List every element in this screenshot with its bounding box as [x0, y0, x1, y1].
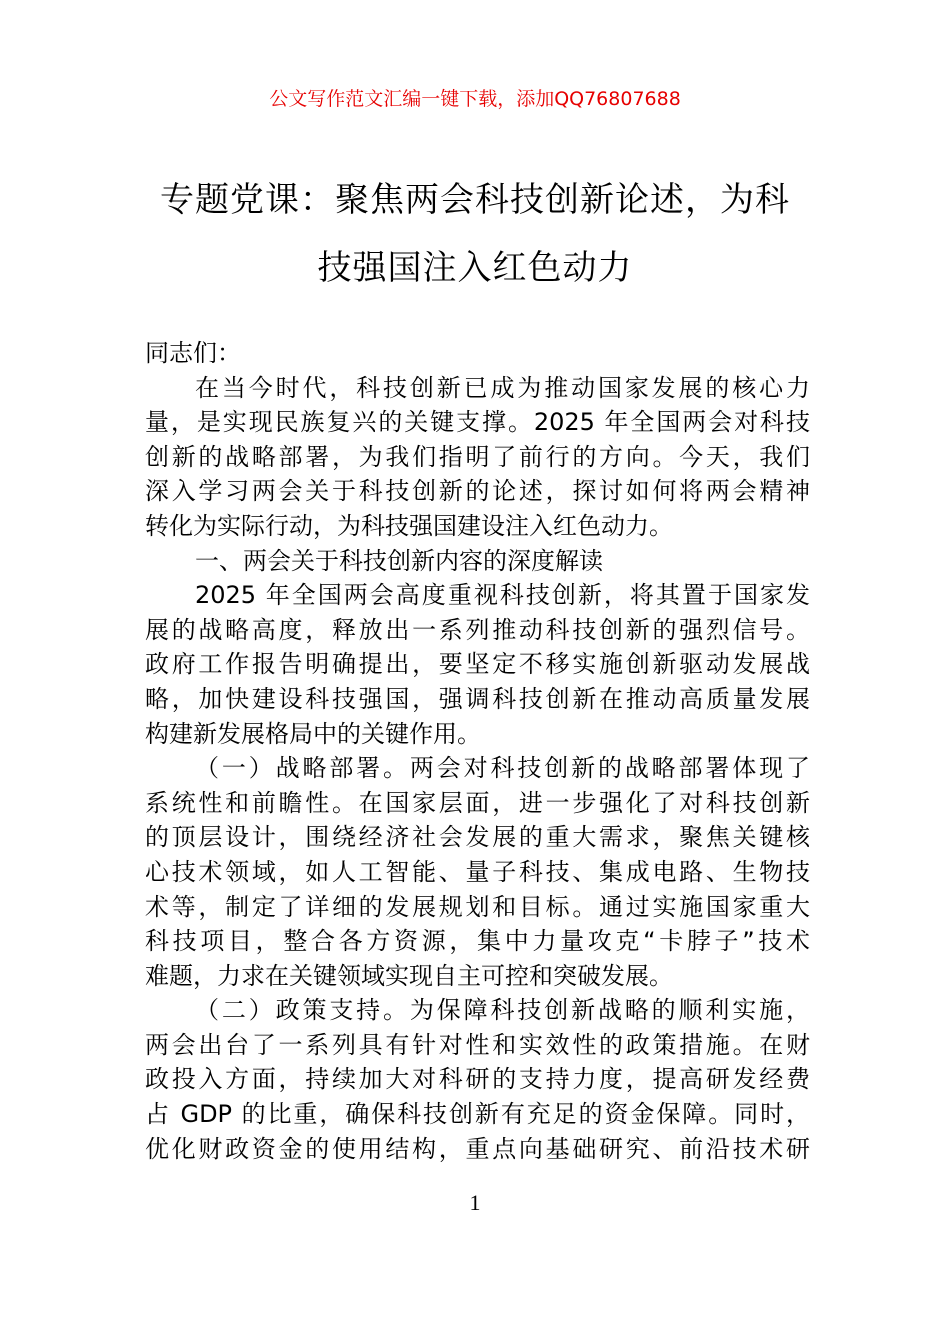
text-line: 在当今时代，科技创新已成为推动国家发展的核心力 — [195, 373, 810, 402]
salutation: 同志们： — [145, 339, 241, 367]
text-line: 占 GDP 的比重，确保科技创新有充足的资金保障。同时， — [145, 1100, 810, 1129]
document-body — [145, 336, 810, 1166]
text-line: 略，加快建设科技强国，强调科技创新在推动高质量发展 — [145, 684, 810, 713]
document-title-line-1: 专题党课：聚焦两会科技创新论述，为科 — [160, 180, 790, 220]
text-line: （二）政策支持。为保障科技创新战略的顺利实施， — [195, 996, 810, 1025]
paragraph — [145, 371, 810, 544]
text-line: 量，是实现民族复兴的关键支撑。2025 年全国两会对科技 — [145, 408, 810, 437]
text-line: 深入学习两会关于科技创新的论述，探讨如何将两会精神 — [145, 477, 810, 506]
text-line: 构建新发展格局中的关键作用。 — [145, 719, 481, 748]
paragraph — [145, 751, 810, 993]
text-line: 一、两会关于科技创新内容的深度解读 — [195, 546, 603, 575]
paragraph — [145, 578, 810, 751]
text-line: 2025 年全国两会高度重视科技创新，将其置于国家发 — [195, 581, 810, 610]
text-line: 创新的战略部署，为我们指明了前行的方向。今天，我们 — [145, 442, 810, 471]
text-line: 的顶层设计，围绕经济社会发展的重大需求，聚焦关键核 — [145, 823, 810, 852]
text-line: 优化财政资金的使用结构，重点向基础研究、前沿技术研 — [145, 1134, 810, 1163]
text-line: 两会出台了一系列具有针对性和实效性的政策措施。在财 — [145, 1030, 810, 1059]
text-line: 难题，力求在关键领域实现自主可控和突破发展。 — [145, 961, 673, 990]
text-line: 政投入方面，持续加大对科研的支持力度，提高研发经费 — [145, 1065, 810, 1094]
text-line: 术等，制定了详细的发展规划和目标。通过实施国家重大 — [145, 892, 810, 921]
text-line: 系统性和前瞻性。在国家层面，进一步强化了对科技创新 — [145, 788, 810, 817]
text-line: 展的战略高度，释放出一系列推动科技创新的强烈信号。 — [145, 615, 810, 644]
text-line: 心技术领域，如人工智能、量子科技、集成电路、生物技 — [145, 857, 810, 886]
text-line: 转化为实际行动，为科技强国建设注入红色动力。 — [145, 511, 673, 540]
page-number: 1 — [469, 1190, 481, 1215]
document-title-line-2: 技强国注入红色动力 — [317, 248, 633, 288]
paragraph — [145, 544, 810, 579]
text-line: 政府工作报告明确提出，要坚定不移实施创新驱动发展战 — [145, 650, 810, 679]
text-line: （一）战略部署。两会对科技创新的战略部署体现了 — [195, 754, 810, 783]
download-banner: 公文写作范文汇编一键下载，添加QQ76807688 — [269, 88, 681, 110]
paragraph — [145, 993, 810, 1166]
text-line: 科技项目，整合各方资源，集中力量攻克“卡脖子”技术 — [145, 927, 810, 956]
